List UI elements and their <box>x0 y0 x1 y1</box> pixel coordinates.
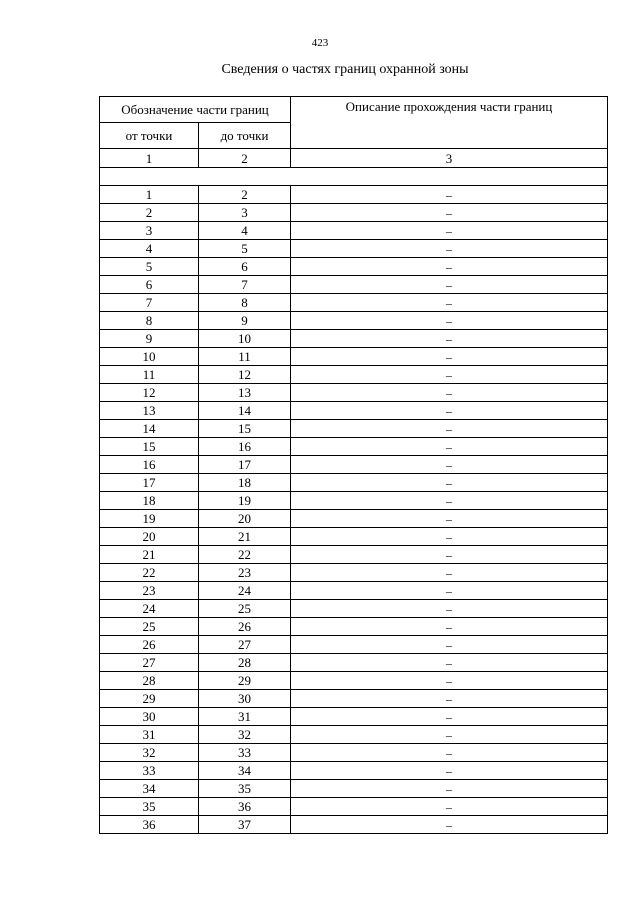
description-cell: – <box>291 420 608 438</box>
description-cell: – <box>291 618 608 636</box>
table-row <box>100 762 608 780</box>
description-cell: – <box>291 816 608 834</box>
from-point-cell: 26 <box>100 636 199 654</box>
from-point-cell: 24 <box>100 600 199 618</box>
to-point-cell: 2 <box>199 186 291 204</box>
table-row <box>100 456 608 474</box>
from-point-cell: 10 <box>100 348 199 366</box>
description-cell: – <box>291 726 608 744</box>
from-point-cell: 35 <box>100 798 199 816</box>
from-point-cell: 32 <box>100 744 199 762</box>
to-point-cell: 24 <box>199 582 291 600</box>
description-cell: – <box>291 780 608 798</box>
table-row <box>100 312 608 330</box>
table-row <box>100 510 608 528</box>
table-row <box>100 240 608 258</box>
to-point-cell: 33 <box>199 744 291 762</box>
table-row <box>100 474 608 492</box>
from-point-cell: 25 <box>100 618 199 636</box>
to-point-cell: 36 <box>199 798 291 816</box>
description-cell: – <box>291 258 608 276</box>
description-cell: – <box>291 744 608 762</box>
table-row <box>100 204 608 222</box>
table-row <box>100 492 608 510</box>
from-point-cell: 6 <box>100 276 199 294</box>
from-point-cell: 21 <box>100 546 199 564</box>
table-row <box>100 582 608 600</box>
table-row <box>100 222 608 240</box>
to-point-cell: 3 <box>199 204 291 222</box>
column-number-3: 3 <box>291 149 608 168</box>
page-number: 423 <box>311 37 329 49</box>
description-cell: – <box>291 384 608 402</box>
from-point-cell: 29 <box>100 690 199 708</box>
description-cell: – <box>291 456 608 474</box>
table-row <box>100 708 608 726</box>
to-point-cell: 21 <box>199 528 291 546</box>
to-point-cell: 13 <box>199 384 291 402</box>
description-cell: – <box>291 276 608 294</box>
description-cell: – <box>291 600 608 618</box>
table-row <box>100 528 608 546</box>
document-title: Сведения о частях границ охранной зоны <box>221 62 469 77</box>
from-point-cell: 1 <box>100 186 199 204</box>
table-row <box>100 294 608 312</box>
to-point-cell: 27 <box>199 636 291 654</box>
from-point-cell: 14 <box>100 420 199 438</box>
from-point-cell: 19 <box>100 510 199 528</box>
table-row <box>100 816 608 834</box>
to-point-cell: 18 <box>199 474 291 492</box>
table-row <box>100 600 608 618</box>
from-point-cell: 12 <box>100 384 199 402</box>
description-cell: – <box>291 672 608 690</box>
description-cell: – <box>291 762 608 780</box>
from-point-cell: 2 <box>100 204 199 222</box>
from-point-cell: 7 <box>100 294 199 312</box>
table-row <box>100 672 608 690</box>
description-cell: – <box>291 438 608 456</box>
to-point-cell: 30 <box>199 690 291 708</box>
table-row <box>100 618 608 636</box>
description-cell: – <box>291 402 608 420</box>
description-cell: – <box>291 564 608 582</box>
description-cell: – <box>291 222 608 240</box>
from-point-cell: 17 <box>100 474 199 492</box>
header-group-cell: Обозначение части границ <box>100 97 291 123</box>
to-point-cell: 8 <box>199 294 291 312</box>
to-point-cell: 37 <box>199 816 291 834</box>
to-point-cell: 35 <box>199 780 291 798</box>
from-point-cell: 30 <box>100 708 199 726</box>
column-number-2: 2 <box>199 149 291 168</box>
from-point-cell: 18 <box>100 492 199 510</box>
empty-separator-cell <box>100 168 608 186</box>
table-row <box>100 366 608 384</box>
table-row <box>100 186 608 204</box>
to-point-cell: 9 <box>199 312 291 330</box>
to-point-cell: 4 <box>199 222 291 240</box>
description-cell: – <box>291 312 608 330</box>
description-cell: – <box>291 708 608 726</box>
table-row <box>100 258 608 276</box>
to-point-cell: 25 <box>199 600 291 618</box>
to-point-cell: 15 <box>199 420 291 438</box>
to-point-cell: 10 <box>199 330 291 348</box>
to-point-cell: 5 <box>199 240 291 258</box>
description-cell: – <box>291 690 608 708</box>
to-point-cell: 17 <box>199 456 291 474</box>
to-point-cell: 16 <box>199 438 291 456</box>
boundary-parts-table <box>99 96 608 834</box>
description-cell: – <box>291 582 608 600</box>
table-row <box>100 420 608 438</box>
description-cell: – <box>291 798 608 816</box>
from-point-cell: 5 <box>100 258 199 276</box>
from-point-cell: 9 <box>100 330 199 348</box>
table-row <box>100 402 608 420</box>
table-row <box>100 636 608 654</box>
to-point-cell: 34 <box>199 762 291 780</box>
description-cell: – <box>291 654 608 672</box>
from-point-cell: 8 <box>100 312 199 330</box>
to-point-cell: 7 <box>199 276 291 294</box>
to-point-cell: 22 <box>199 546 291 564</box>
table-row <box>100 726 608 744</box>
table-row <box>100 438 608 456</box>
header-row-main <box>100 97 608 123</box>
to-point-cell: 14 <box>199 402 291 420</box>
description-cell: – <box>291 546 608 564</box>
table-row <box>100 690 608 708</box>
empty-separator-row <box>100 168 608 186</box>
description-cell: – <box>291 510 608 528</box>
table-row <box>100 798 608 816</box>
description-cell: – <box>291 240 608 258</box>
to-point-cell: 32 <box>199 726 291 744</box>
to-point-cell: 20 <box>199 510 291 528</box>
header-to-cell: до точки <box>199 123 291 149</box>
description-cell: – <box>291 348 608 366</box>
from-point-cell: 33 <box>100 762 199 780</box>
description-cell: – <box>291 366 608 384</box>
table-row <box>100 384 608 402</box>
table-row <box>100 780 608 798</box>
description-cell: – <box>291 294 608 312</box>
description-cell: – <box>291 330 608 348</box>
to-point-cell: 31 <box>199 708 291 726</box>
table-row <box>100 276 608 294</box>
from-point-cell: 15 <box>100 438 199 456</box>
to-point-cell: 29 <box>199 672 291 690</box>
from-point-cell: 4 <box>100 240 199 258</box>
table-row <box>100 330 608 348</box>
from-point-cell: 28 <box>100 672 199 690</box>
from-point-cell: 23 <box>100 582 199 600</box>
from-point-cell: 22 <box>100 564 199 582</box>
from-point-cell: 31 <box>100 726 199 744</box>
to-point-cell: 11 <box>199 348 291 366</box>
from-point-cell: 13 <box>100 402 199 420</box>
table-row <box>100 348 608 366</box>
description-cell: – <box>291 528 608 546</box>
to-point-cell: 6 <box>199 258 291 276</box>
to-point-cell: 12 <box>199 366 291 384</box>
from-point-cell: 3 <box>100 222 199 240</box>
to-point-cell: 19 <box>199 492 291 510</box>
table-row <box>100 744 608 762</box>
header-from-cell: от точки <box>100 123 199 149</box>
description-cell: – <box>291 204 608 222</box>
from-point-cell: 11 <box>100 366 199 384</box>
header-description-cell: Описание прохождения части границ <box>291 97 608 149</box>
table-body <box>100 97 608 834</box>
table-row <box>100 654 608 672</box>
column-number-row <box>100 149 608 168</box>
table-row <box>100 546 608 564</box>
description-cell: – <box>291 636 608 654</box>
description-cell: – <box>291 186 608 204</box>
from-point-cell: 16 <box>100 456 199 474</box>
to-point-cell: 28 <box>199 654 291 672</box>
description-cell: – <box>291 492 608 510</box>
from-point-cell: 27 <box>100 654 199 672</box>
table-row <box>100 564 608 582</box>
column-number-1: 1 <box>100 149 199 168</box>
description-cell: – <box>291 474 608 492</box>
from-point-cell: 34 <box>100 780 199 798</box>
from-point-cell: 36 <box>100 816 199 834</box>
from-point-cell: 20 <box>100 528 199 546</box>
to-point-cell: 23 <box>199 564 291 582</box>
to-point-cell: 26 <box>199 618 291 636</box>
